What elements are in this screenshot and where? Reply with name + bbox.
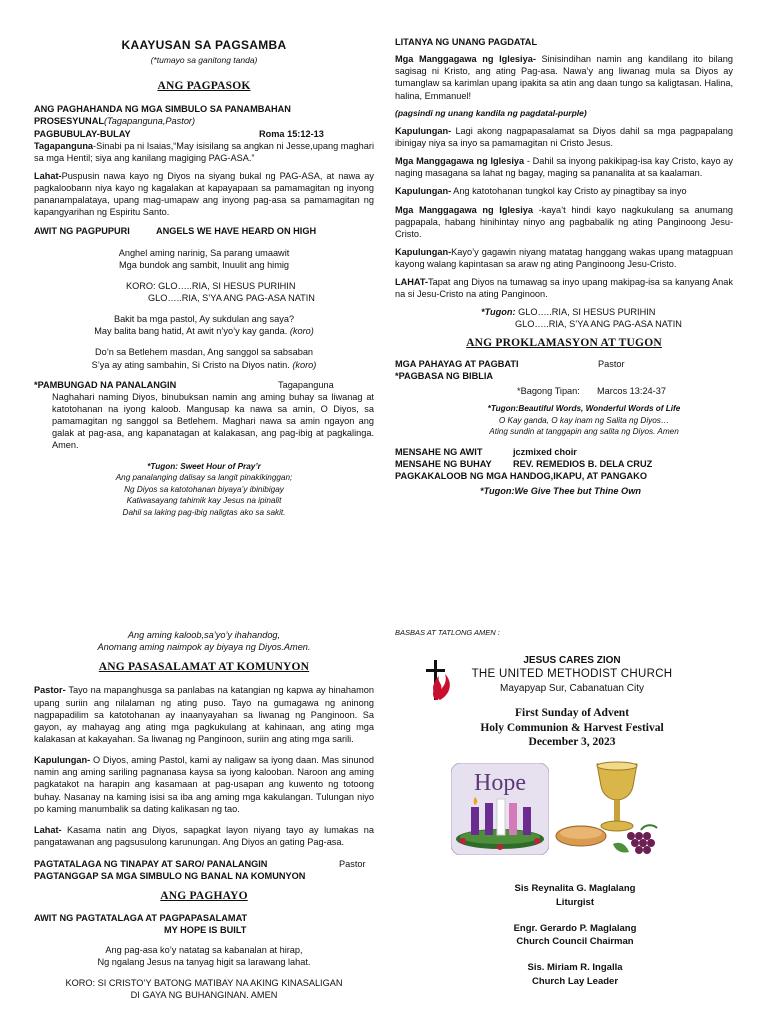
church-name: JESUS CARES ZION — [523, 654, 621, 666]
leader-name: Engr. Gerardo P. Maglalang — [513, 922, 637, 934]
pagtatalaga-line — [34, 858, 374, 870]
litany-lahat — [395, 276, 733, 300]
litany-mm3 — [395, 204, 733, 240]
prayer-line: Anomang aming naimpok ay biyaya ng Diyos.Amen. — [97, 642, 311, 653]
hymn-line: Do’n sa Betlehem masdan, Ang sanggol sa sabsaban — [94, 347, 314, 358]
tugon-line: Ating sundin at tanggapin ang salita ng Diyos. Amen — [489, 427, 679, 437]
hymn-chorus-1 — [34, 280, 374, 304]
paghahanda-heading: ANG PAGHAHANDA NG MGA SIMBULO SA PANAMBAHAN — [34, 104, 291, 115]
bagong-tipan-line — [395, 385, 733, 397]
order-of-worship-title: KAAYUSAN SA PAGSAMBA — [121, 38, 287, 52]
hymn-verse-1 — [34, 247, 374, 271]
leader-name: Sis. Miriam R. Ingalla — [527, 962, 623, 974]
pahayag-who: Pastor — [598, 359, 625, 370]
stand-note: (*tumayo sa ganitong tanda) — [150, 54, 258, 65]
event-date: December 3, 2023 — [528, 736, 616, 749]
tagapanguna-paragraph — [34, 140, 374, 164]
hymn-line — [34, 325, 374, 337]
offering-prayer — [34, 629, 374, 653]
litany-text: -kaya’t hindi kayo nagkukulang sa anumang pagpapala, habang hinihintay ninyo ang pagbabalik ng ating Panginoong Jesu-Cristo. — [395, 204, 733, 239]
pagkakaloob-label: PAGKAKALOOB NG MGA HANDOG,IKAPU, AT PANGAKO — [395, 471, 647, 482]
pagtanggap-label: PAGTANGGAP SA MGA SIMBULO NG BANAL NA KOMUNYON — [34, 871, 306, 882]
litany-kap1 — [395, 125, 733, 149]
mensahe-buhay-label: MENSAHE NG BUHAY — [395, 459, 492, 470]
right-bottom-column — [395, 628, 733, 987]
speaker-label: Mga Manggagawa ng Iglesiya — [395, 156, 525, 167]
lahat-text: Puspusin nawa kayo ng Diyos na siyang bukal ng PAG-ASA, at nawa ay pagkaloobann niya kayo ng kagalakan at kapayapaan sa pamamagitan ng inyong pananampalataya, upang mag-umapaw ang inyong pag-asa sa pamamagitan ng kapangyarihan ng Espiritu Santo. — [34, 170, 374, 218]
chorus-line: KORO: SI CRISTO’Y BATONG MATIBAY NA AKING KINASALIGAN — [65, 978, 343, 989]
prosesyunal-note: (Tagapanguna,Pastor) — [103, 116, 196, 127]
speaker-label: Kapulungan- — [34, 755, 91, 766]
litany-mm1 — [395, 53, 733, 102]
hymn-line: Ng ngalang Jesus na tanyag higit sa larawang lahat. — [97, 957, 311, 968]
awit-pagpupuri-title: ANGELS WE HAVE HEARD ON HIGH — [156, 226, 317, 237]
tugon-line: O Kay ganda, O kay inam ng Salita ng Diyos… — [498, 415, 670, 425]
mensahe-awit-line — [395, 446, 733, 458]
paragraph-text: O Diyos, aming Pastol, kami ay naligaw sa iyong daan. Mas sinunod namin ang aming sariling pagnanasa kaysa sa iyong kalooban. Naroon ang aming pagkatakot na harapin ang kasamaan at pag-usapan ang kuwento ng totoong buhay. Nasanay na kaming isisi sa iba ang aming mga kakulangan. Tulungan niyo po kaming manumbalik sa dating kalikasan ng tao. — [34, 755, 374, 814]
tugon-line: Dahil sa laking pag-ibig naligtas ako sa sakit. — [122, 507, 286, 517]
litanya-heading: LITANYA NG UNANG PAGDATAL — [395, 37, 538, 47]
koro-tag: (koro) — [289, 326, 314, 337]
bagong-tipan-ref: Marcos 13:24-37 — [597, 386, 666, 397]
koro-tag: (koro) — [292, 359, 317, 370]
prosesyunal-label: PROSESYUNAL — [34, 116, 104, 127]
pagtatalaga-who: Pastor — [339, 859, 366, 870]
tugon-beautiful-words — [395, 403, 733, 437]
mensahe-buhay-line — [395, 458, 733, 470]
basbas-label: BASBAS AT TATLONG AMEN : — [395, 628, 500, 637]
litany-kap3 — [395, 246, 733, 270]
chorus-line: GLO…..RIA, S’YA ANG PAG-ASA NATIN — [148, 293, 315, 304]
cross-flame-logo — [423, 658, 455, 702]
tugon-title: *Tugon:Beautiful Words, Wonderful Words of Life — [487, 404, 681, 414]
church-location: Mayapyap Sur, Cabanatuan City — [500, 683, 644, 695]
pagbubulay-line — [34, 128, 374, 140]
pagbubulay-ref: Roma 15:12-13 — [259, 128, 324, 139]
tugon-line: Ang panalanging dalisay sa langit pinakikinggan; — [115, 473, 293, 483]
pambungad-label: *PAMBUNGAD NA PANALANGIN — [34, 379, 177, 390]
section-pagpasok: ANG PAGPASOK — [157, 80, 251, 93]
speaker-label: Kapulungan- — [395, 125, 452, 136]
speaker-label: LAHAT- — [395, 277, 428, 288]
leader-role: Church Council Chairman — [516, 936, 634, 948]
paragraph-text: Tayo na mapanghusga sa panlabas na katangian ng kapwa ay hinahamon upang suriin ang nilalaman ng ating puso. Tayo na gumagawa ng aninong nagpapadilim sa katotohanan ay inaanyayahan sa liwanag ng Panginoon. Sa gayon, ay mahayag ang ating mga pagkukulang at kahinaan, ang ating mga kalakasan at kakayahan. Sa liwanag ng Panginoon, suriin ang ating mga sarili. — [34, 685, 374, 745]
left-top-column — [34, 38, 374, 518]
chalice-bread-grapes-image — [555, 758, 661, 858]
litany-text: Tapat ang Diyos na tumawag sa inyo upang makipag-isa sa kanyang Anak na si Jesu-Cristo na ating Panginoon. — [395, 277, 733, 300]
hymn-line: Anghel aming narinig, Sa parang umaawit — [118, 247, 290, 258]
tugon-line: Ng Diyos sa katotohanan biyaya’y ibinibigay — [124, 484, 284, 494]
event-block — [395, 706, 733, 749]
church-org: THE UNITED METHODIST CHURCH — [471, 668, 673, 681]
lahat-label: Lahat- — [34, 170, 62, 181]
pahayag-label: MGA PAHAYAG AT PAGBATI — [395, 359, 519, 370]
paragraph-text: Kasama natin ang Diyos, sapagkat layon niyang tayo ay lumakas na pangatawanan ang pagsusulong karunungan. Ang Diyos an gating Pag-asa. — [34, 824, 374, 847]
chorus-line: DI GAYA NG BUHANGINAN. AMEN — [130, 990, 278, 1001]
mensahe-buhay-who: REV. REMEDIOS B. DELA CRUZ — [513, 459, 653, 470]
pambungad-who: Tagapanguna — [278, 379, 334, 390]
hymn-line-text: S’ya ay ating sambahin, Si Cristo na Diyos natin. — [91, 359, 290, 370]
prosesyunal-line — [34, 115, 374, 127]
awit-pagpupuri-line — [34, 225, 374, 237]
right-top-column — [395, 36, 733, 498]
speaker-label: Kapulungan- — [395, 247, 452, 258]
mensahe-awit-label: MENSAHE NG AWIT — [395, 446, 483, 457]
section-paghayo: ANG PAGHAYO — [160, 890, 248, 903]
event-line: First Sunday of Advent — [514, 707, 630, 720]
tugon-title: *Tugon: Sweet Hour of Pray’r — [147, 461, 261, 471]
tugon-we-give: *Tugon:We Give Thee but Thine Own — [480, 486, 641, 497]
litany-kap2 — [395, 185, 733, 197]
mensahe-awit-who: jczmixed choir — [513, 446, 577, 457]
pambungad-text: Naghahari naming Diyos, binubuksan namin ang aming buhay sa liwanag at katotohanan na iyong kaloob. Mangusap ka nawa sa amin, O Diyos, sa pamamagitan ng sanggol sa Betlehem. Maghari nawa sa amin ngayon ang galak at pag-asa, ang kapanatagan at kalakasan, ang pag-ibig at pagkalinga. Amen. — [52, 391, 374, 451]
hymn-line: Bakit ba mga pastol, Ay sukdulan ang saya? — [113, 314, 295, 325]
hymn-verse-3 — [34, 346, 374, 370]
tagapanguna-label: Tagapanguna — [34, 140, 94, 151]
hope-chorus — [34, 977, 374, 1001]
leader-role: Church Lay Leader — [531, 975, 619, 987]
left-bottom-column — [34, 629, 374, 1001]
my-hope-title: MY HOPE IS BUILT — [164, 924, 247, 935]
lahat-paragraph — [34, 170, 374, 219]
leader-role: Liturgist — [556, 896, 594, 908]
section-pasasalamat: ANG PASASALAMAT AT KOMUNYON — [98, 661, 310, 674]
litany-mm2 — [395, 155, 733, 179]
hymn-line — [34, 359, 374, 371]
litany-tugon — [395, 306, 733, 330]
event-line: Holy Communion & Harvest Festival — [480, 721, 664, 734]
pastor-paragraph — [34, 684, 374, 745]
leaders-list — [435, 882, 715, 989]
hymn-line: Mga bundok ang sambit, Inuulit ang himig — [118, 259, 290, 270]
awit-pagtatalaga-label: AWIT NG PAGTATALAGA AT PAGPAPASALAMAT — [34, 912, 248, 923]
tugon-label: *Tugon: — [481, 306, 516, 317]
litany-text: Sinisindihan namin ang kandilang ito bilang sagisag ni Kristo, ang ating Pag-asa. Nawa’y ang liwanag mula sa Diyos ay tumanglaw sa karimlan upang ipakita sa atin ang daan tungo sa kaligtasan. Halina, halina, Emmanuel! — [395, 54, 733, 101]
leader-name: Sis Reynalita G. Maglalang — [514, 883, 636, 894]
speaker-label: Kapulungan- — [395, 186, 452, 197]
hymn-verse-2 — [34, 313, 374, 337]
hymn-line: Ang pag-asa ko’y natatag sa kabanalan at hirap, — [105, 944, 303, 955]
litany-text: Lagi akong nagpapasalamat sa Diyos dahil sa mga pagpapalang ibinigay niya sa inyo sa pamamagitan ni Cristo Jesus. — [395, 125, 733, 149]
speaker-label: Pastor- — [34, 685, 66, 696]
leader-entry — [435, 882, 715, 910]
lahat-paragraph-2 — [34, 824, 374, 848]
hope-hymn — [34, 944, 374, 968]
litany-text: - Dahil sa inyong pakikipag-isa kay Cristo, kayo ay naging masagana sa lahat ng bagay, maging sa pananalita at sa kaalaman. — [395, 156, 733, 179]
leader-entry — [435, 922, 715, 950]
speaker-label: Mga Manggagawa ng Iglesiya — [395, 204, 533, 215]
kapulungan-paragraph — [34, 754, 374, 815]
bagong-tipan-label: *Bagong Tipan: — [517, 386, 580, 397]
litany-text: Ang katotohanan tungkol kay Cristo ay pinagtibay sa inyo — [451, 186, 687, 197]
prayer-line: Ang aming kaloob,sa’yo’y ihahandog, — [127, 630, 281, 640]
hope-word: Hope — [474, 770, 526, 796]
leader-entry — [435, 961, 715, 989]
pagbasa-label: *PAGBASA NG BIBLIA — [395, 371, 494, 382]
tagapanguna-text: -Sinabi pa ni Isaias,“May isisilang sa angkan ni Jesse,upang maghari sa mga Hentil; siya ang kanilang magiging PAG-ASA.” — [34, 140, 374, 163]
tugon-line: Katiwasayang tahimik kay Jesus na ipinalit — [126, 496, 282, 506]
hymn-line-text: May balita bang hatid, At awit n’yo’y kay ganda. — [94, 326, 288, 337]
pahayag-line — [395, 358, 733, 370]
section-proklamasyon: ANG PROKLAMASYON AT TUGON — [466, 336, 662, 349]
litany-text: Kayo’y gagawin niyang matatag hanggang wakas upang matagpuan kayong walang kapintasan sa araw ng ating Panginoong Jesu-Cristo. — [395, 247, 733, 270]
chorus-line: KORO: GLO…..RIA, SI HESUS PURIHIN — [126, 280, 296, 291]
advent-wreath-image — [451, 763, 549, 855]
pambungad-line — [34, 379, 374, 391]
tugon-sweet-hour — [34, 461, 374, 518]
tugon-line: GLO…..RIA, SI HESUS PURIHIN — [515, 306, 656, 317]
awit-pagpupuri-label: AWIT NG PAGPUPURI — [34, 226, 130, 237]
pagbubulay-label: PAGBUBULAY-BULAY — [34, 128, 131, 139]
pagsindi-note: (pagsindi ng unang kandila ng pagdatal-purple) — [395, 107, 587, 118]
speaker-label: Lahat- — [34, 824, 62, 835]
speaker-label: Mga Manggagawa ng Iglesiya- — [395, 54, 536, 65]
tugon-line: GLO…..RIA, S’YA ANG PAG-ASA NATIN — [515, 318, 682, 329]
pagtatalaga-label: PAGTATALAGA NG TINAPAY AT SARO/ PANALANGIN — [34, 859, 268, 870]
